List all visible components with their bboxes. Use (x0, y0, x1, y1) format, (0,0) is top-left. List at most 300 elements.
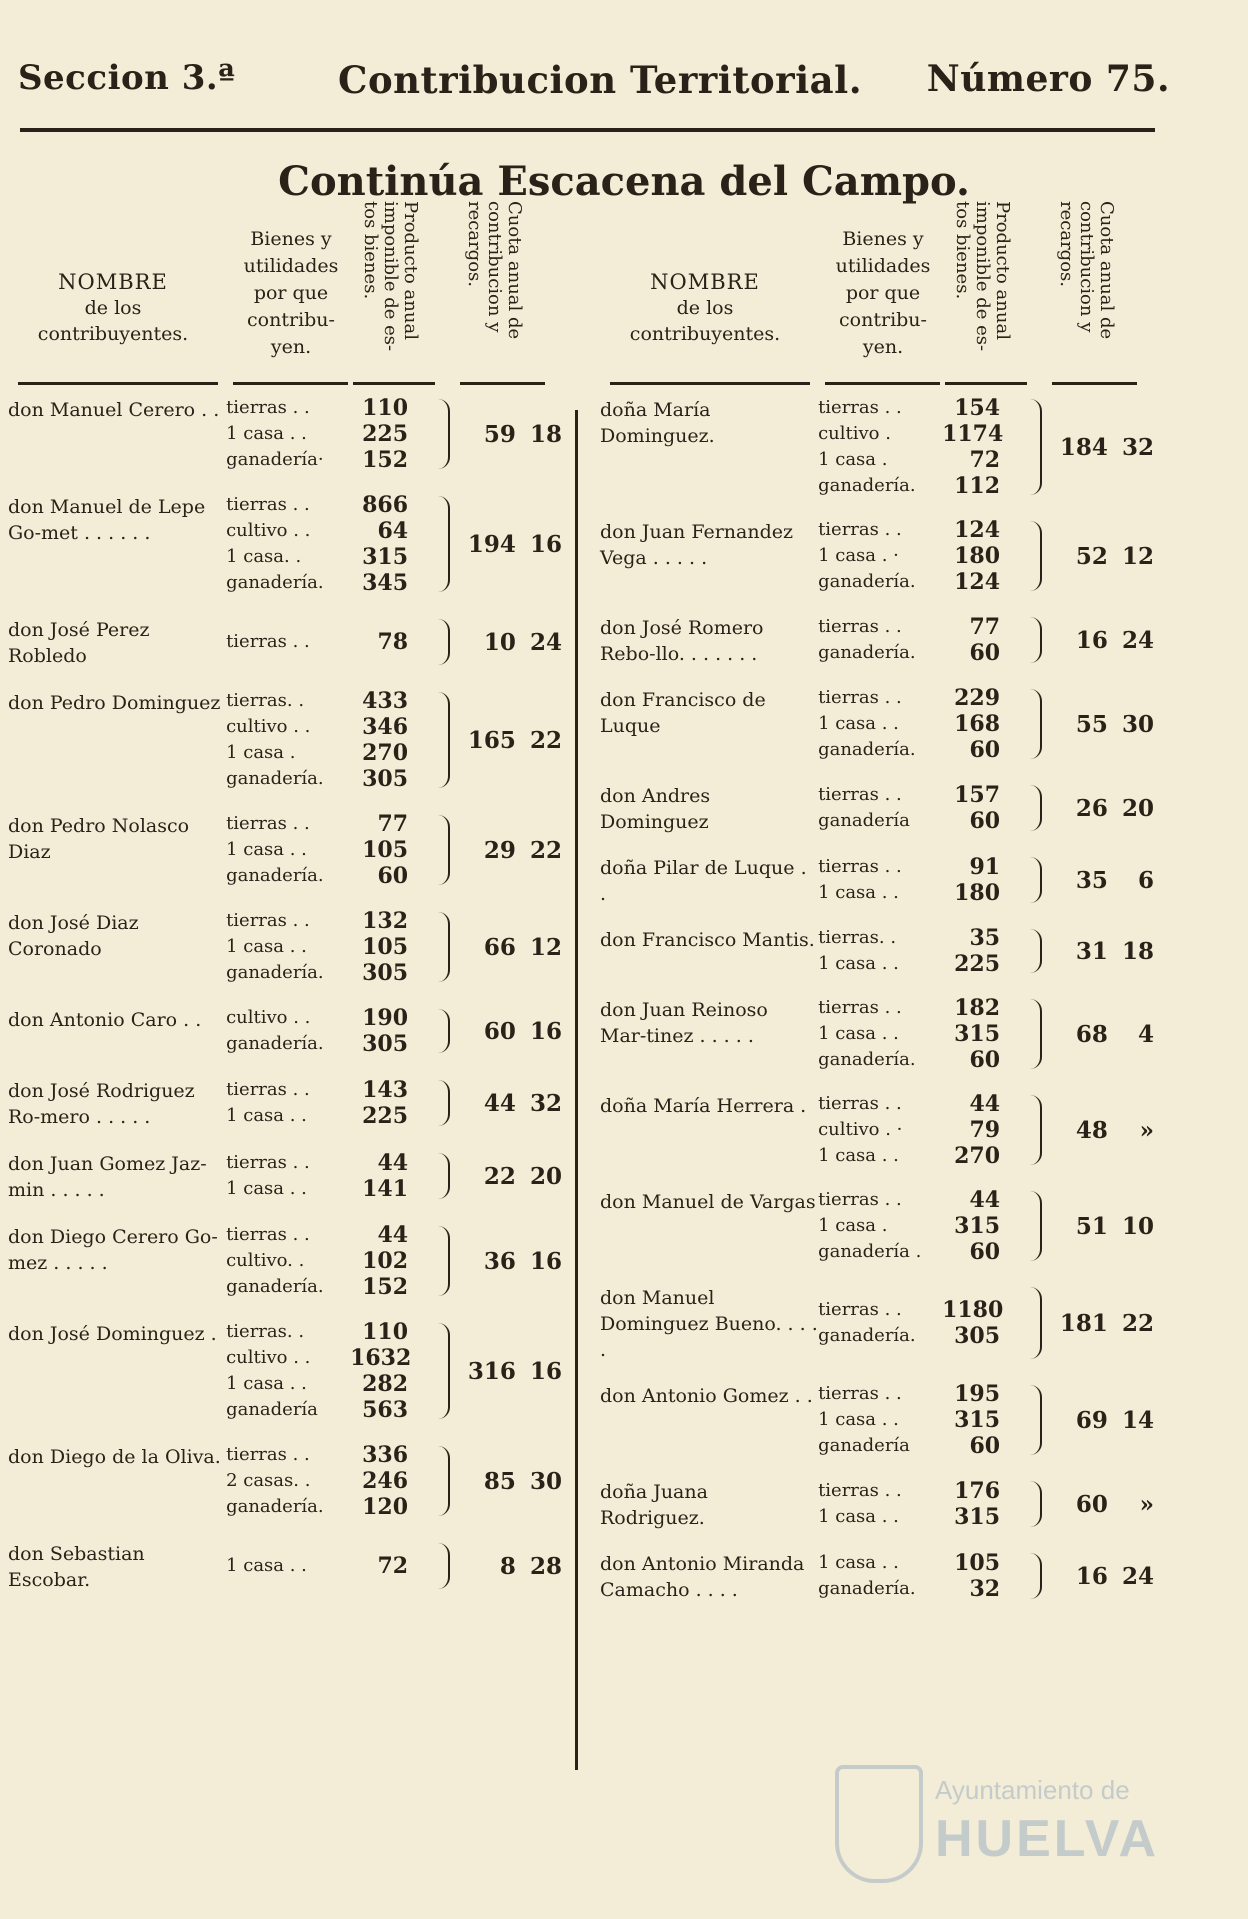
property-list (818, 614, 1024, 666)
property-label: 1 casa . . (226, 839, 307, 860)
property-item (818, 1504, 1024, 1530)
property-item (226, 492, 432, 518)
quota-value (460, 421, 568, 448)
brace-glyph (432, 1222, 460, 1300)
property-label: tierras . . (226, 631, 310, 652)
property-label: ganadería. (818, 571, 916, 592)
quota-value (460, 1018, 568, 1045)
property-list (818, 1478, 1024, 1530)
quota-pesos: 68 (1075, 1020, 1108, 1048)
property-value: 60 (969, 1239, 1001, 1265)
property-list (818, 685, 1024, 763)
property-label: 1 casa . . (226, 936, 307, 957)
quota-cents: 16 (529, 1247, 562, 1275)
quota-value (1052, 627, 1160, 654)
property-item (818, 1187, 1024, 1213)
property-value: 315 (954, 1504, 1001, 1530)
property-value: 305 (954, 1323, 1001, 1349)
property-value: 866 (362, 492, 409, 518)
quota-pesos: 31 (1075, 937, 1108, 965)
property-label: ganadería. (226, 1496, 324, 1517)
property-item (226, 1494, 432, 1520)
property-label: 1 casa. . (226, 546, 302, 567)
property-item (818, 854, 1024, 880)
quota-pesos: 22 (483, 1162, 516, 1190)
brace-glyph (1024, 1091, 1052, 1169)
property-label: 1 casa . . (818, 882, 899, 903)
quota-cents: 24 (1121, 626, 1154, 654)
property-label: tierras . . (818, 1189, 902, 1210)
table-row (8, 1222, 568, 1300)
property-item (226, 960, 432, 986)
property-list (818, 854, 1024, 906)
property-value: 152 (362, 447, 409, 473)
property-label: ganadería· (226, 449, 324, 470)
property-value: 182 (954, 995, 1001, 1021)
property-label: cultivo . . (226, 520, 311, 541)
property-label: tierras . . (226, 1444, 310, 1465)
table-header (600, 201, 1160, 395)
property-item (226, 1468, 432, 1494)
quota-value (460, 1468, 568, 1495)
property-list (818, 782, 1024, 834)
property-item (226, 421, 432, 447)
table-row (600, 1381, 1160, 1459)
quota-value (1052, 1407, 1160, 1434)
property-value: 180 (954, 880, 1001, 906)
brace-glyph (1024, 395, 1052, 499)
contributor-name: doña Juana Rodriguez. (600, 1481, 708, 1529)
left-table (8, 201, 568, 1612)
property-value: 345 (362, 570, 409, 596)
quota-value (1052, 1021, 1160, 1048)
quota-pesos: 10 (483, 628, 516, 656)
property-item (818, 880, 1024, 906)
property-item (818, 1047, 1024, 1073)
quota-pesos: 52 (1075, 542, 1108, 570)
property-label: 1 casa . (226, 742, 296, 763)
property-list (818, 1550, 1024, 1602)
table-row (8, 1319, 568, 1423)
table-row (8, 1076, 568, 1130)
brace-glyph (432, 1005, 460, 1057)
property-value: 35 (969, 925, 1001, 951)
watermark-line2: HUELVA (935, 1810, 1160, 1868)
property-label: ganadería (818, 1435, 910, 1456)
property-item (226, 766, 432, 792)
column-header-name: NOMBRE de los contribuyentes. (37, 270, 189, 345)
quota-cents: 12 (1121, 542, 1154, 570)
property-label: 1 casa . . (226, 423, 307, 444)
property-list (818, 1187, 1024, 1265)
contributor-name: don Juan Fernandez Vega . . . . . (600, 521, 794, 569)
property-item (818, 517, 1024, 543)
column-divider (575, 410, 578, 1770)
property-value: 1632 (350, 1345, 412, 1371)
property-list (818, 1091, 1024, 1169)
section-label: Seccion 3.ª (18, 58, 236, 98)
quota-cents: 32 (529, 1089, 562, 1117)
contributor-name: don José Diaz Coronado (8, 912, 139, 960)
contributor-name: doña Pilar de Luque . . (600, 857, 807, 905)
header-underline (353, 382, 435, 385)
contributor-name: don José Rodriguez Ro-mero . . . . . (8, 1080, 195, 1128)
property-value: 315 (954, 1021, 1001, 1047)
property-item (818, 1239, 1024, 1265)
brace-glyph (432, 688, 460, 792)
property-value: 190 (362, 1005, 409, 1031)
property-item (226, 1031, 432, 1057)
property-item (818, 925, 1024, 951)
quota-value (460, 1163, 568, 1190)
property-label: 1 casa . . (818, 1145, 899, 1166)
quota-pesos: 8 (499, 1552, 516, 1580)
quota-cents: 30 (529, 1467, 562, 1495)
table-row (600, 1091, 1160, 1169)
property-value: 305 (362, 1031, 409, 1057)
property-value: 225 (362, 421, 409, 447)
property-value: 124 (954, 517, 1001, 543)
property-label: ganadería. (226, 768, 324, 789)
property-value: 91 (969, 854, 1001, 880)
property-item (226, 1248, 432, 1274)
quota-cents: 24 (529, 628, 562, 656)
property-item (818, 569, 1024, 595)
property-item (818, 1297, 1024, 1323)
contributor-name: don Diego Cerero Go-mez . . . . . (8, 1226, 218, 1274)
contributor-name: don José Perez Robledo (8, 619, 150, 667)
quota-value (460, 1090, 568, 1117)
quota-value (1052, 434, 1160, 461)
column-header-cuota: Cuota anual de contribucion y recargos. (1056, 201, 1117, 340)
contributor-name: don Juan Reinoso Mar-tinez . . . . . (600, 999, 768, 1047)
property-item (818, 711, 1024, 737)
brace-glyph (1024, 995, 1052, 1073)
property-label: ganadería. (818, 1578, 916, 1599)
property-list (226, 492, 432, 596)
quota-cents: 16 (529, 530, 562, 558)
brace-glyph (1024, 853, 1052, 907)
property-value: 105 (362, 934, 409, 960)
right-table (600, 201, 1160, 1621)
property-value: 72 (377, 1553, 409, 1579)
table-row (8, 908, 568, 986)
property-value: 336 (362, 1442, 409, 1468)
property-item (818, 543, 1024, 569)
quota-pesos: 85 (483, 1467, 516, 1495)
right-rows (600, 395, 1160, 1603)
property-list (226, 688, 432, 792)
quota-cents: 10 (1121, 1212, 1154, 1240)
quota-cents: 32 (1121, 433, 1154, 461)
table-row (600, 781, 1160, 835)
property-value: 124 (954, 569, 1001, 595)
table-row (8, 1442, 568, 1520)
property-label: ganadería. (818, 1049, 916, 1070)
quota-pesos: 29 (483, 836, 516, 864)
property-value: 246 (362, 1468, 409, 1494)
header-rule (20, 128, 1155, 132)
quota-value (1052, 938, 1160, 965)
quota-pesos: 60 (1075, 1490, 1108, 1518)
property-item (226, 934, 432, 960)
property-label: 1 casa . (818, 449, 888, 470)
property-label: tierras . . (818, 397, 902, 418)
contributor-name: don Manuel Cerero . . (8, 399, 220, 421)
property-label: cultivo . . (226, 1347, 311, 1368)
property-value: 315 (362, 544, 409, 570)
property-value: 180 (954, 543, 1001, 569)
property-list (226, 1150, 432, 1202)
property-list (226, 811, 432, 889)
column-header-producto: Producto anual imponible de es-tos bienes. (360, 201, 421, 352)
quota-pesos: 48 (1075, 1116, 1108, 1144)
table-row (600, 925, 1160, 977)
shield-icon (835, 1765, 923, 1883)
quota-value (460, 531, 568, 558)
property-item (818, 782, 1024, 808)
property-label: tierras . . (818, 687, 902, 708)
property-label: cultivo . . (226, 716, 311, 737)
quota-cents: 24 (1121, 1562, 1154, 1590)
quota-value (1052, 1491, 1160, 1518)
property-value: 229 (954, 685, 1001, 711)
property-label: ganadería. (818, 475, 916, 496)
contributor-name: don Juan Gomez Jaz-min . . . . . (8, 1153, 207, 1201)
property-value: 433 (362, 688, 409, 714)
quota-value (460, 629, 568, 656)
property-item (818, 737, 1024, 763)
property-value: 168 (954, 711, 1001, 737)
quota-pesos: 184 (1059, 433, 1108, 461)
property-item (818, 1478, 1024, 1504)
quota-value (1052, 867, 1160, 894)
contributor-name: don Manuel de Vargas (600, 1191, 816, 1213)
property-label: ganadería. (226, 962, 324, 983)
quota-pesos: 194 (467, 530, 516, 558)
property-value: 305 (362, 960, 409, 986)
quota-cents: 6 (1137, 866, 1154, 894)
property-item (818, 395, 1024, 421)
property-label: tierras . . (818, 519, 902, 540)
property-item (226, 570, 432, 596)
property-value: 110 (362, 395, 409, 421)
quota-value (1052, 795, 1160, 822)
property-value: 282 (362, 1371, 409, 1397)
property-label: ganadería . (818, 1241, 922, 1262)
table-row (8, 492, 568, 596)
property-item (818, 640, 1024, 666)
property-list (226, 1005, 432, 1057)
property-value: 105 (954, 1550, 1001, 1576)
property-value: 102 (362, 1248, 409, 1274)
property-item (818, 1213, 1024, 1239)
quota-cents: 22 (529, 726, 562, 754)
property-label: tierras . . (818, 1480, 902, 1501)
property-item (818, 1576, 1024, 1602)
property-item (226, 688, 432, 714)
property-label: ganadería. (226, 865, 324, 886)
property-value: 346 (362, 714, 409, 740)
property-list (226, 908, 432, 986)
property-value: 195 (954, 1381, 1001, 1407)
column-header-name: NOMBRE de los contribuyentes. (629, 270, 781, 345)
property-value: 60 (969, 640, 1001, 666)
property-label: ganadería. (226, 572, 324, 593)
property-value: 112 (954, 473, 1001, 499)
property-list (818, 517, 1024, 595)
contributor-name: don Antonio Gomez . . (600, 1385, 813, 1407)
property-value: 315 (954, 1213, 1001, 1239)
contributor-name: don Manuel Dominguez Bueno. . . . . (600, 1287, 818, 1361)
property-item (226, 1274, 432, 1300)
brace-glyph (1024, 1187, 1052, 1265)
contributor-name: don Sebastian Escobar. (8, 1543, 145, 1591)
property-item (818, 1433, 1024, 1459)
property-item (226, 1077, 432, 1103)
property-item (818, 951, 1024, 977)
brace-glyph (432, 1319, 460, 1423)
brace-glyph (1024, 517, 1052, 595)
property-value: 270 (362, 740, 409, 766)
property-label: 1 casa . . (818, 1023, 899, 1044)
property-value: 563 (362, 1397, 409, 1423)
quota-cents: 20 (1121, 794, 1154, 822)
quota-cents: 12 (529, 933, 562, 961)
property-item (226, 544, 432, 570)
property-value: 154 (954, 395, 1001, 421)
property-list (226, 395, 432, 473)
property-value: 60 (377, 863, 409, 889)
quota-cents: » (1139, 1116, 1154, 1144)
property-item (226, 1397, 432, 1423)
table-row (600, 1549, 1160, 1603)
table-row (600, 853, 1160, 907)
header-underline (945, 382, 1027, 385)
property-item (226, 1150, 432, 1176)
property-item (818, 1407, 1024, 1433)
property-label: 1 casa . . (226, 1178, 307, 1199)
property-label: tierras . . (818, 1093, 902, 1114)
column-header-producto: Producto anual imponible de es-tos bienes. (952, 201, 1013, 352)
property-item (226, 740, 432, 766)
property-value: 105 (362, 837, 409, 863)
property-label: 1 casa . · (818, 545, 899, 566)
property-item (226, 447, 432, 473)
property-label: ganadería. (818, 1325, 916, 1346)
contributor-name: don Manuel de Lepe Go-met . . . . . . (8, 496, 206, 544)
quota-value (1052, 1563, 1160, 1590)
property-label: 1 casa . . (818, 713, 899, 734)
watermark-logo (835, 1765, 1165, 1885)
property-label: cultivo . . (226, 1007, 311, 1028)
property-value: 77 (377, 811, 409, 837)
property-value: 152 (362, 1274, 409, 1300)
property-label: tierras . . (226, 494, 310, 515)
property-item (226, 1222, 432, 1248)
brace-glyph (432, 1076, 460, 1130)
column-header-bienes: Bienes y utilidades por que contribu-yen. (835, 228, 931, 358)
property-item (226, 714, 432, 740)
quota-pesos: 16 (1075, 626, 1108, 654)
quota-cents: 4 (1137, 1020, 1154, 1048)
property-label: 1 casa . (818, 1215, 888, 1236)
table-row (600, 685, 1160, 763)
property-label: tierras. . (226, 1321, 305, 1342)
quota-pesos: 51 (1075, 1212, 1108, 1240)
brace-glyph (1024, 925, 1052, 977)
quota-value (1052, 1310, 1160, 1337)
quota-pesos: 316 (467, 1357, 516, 1385)
brace-glyph (1024, 685, 1052, 763)
quota-cents: 16 (529, 1017, 562, 1045)
brace-glyph (432, 615, 460, 669)
property-value: 64 (377, 518, 409, 544)
page-title: Continúa Escacena del Campo. (278, 158, 970, 205)
table-row (8, 811, 568, 889)
quota-cents: 30 (1121, 710, 1154, 738)
property-label: ganadería (818, 810, 910, 831)
property-label: tierras . . (818, 997, 902, 1018)
watermark-line1: Ayuntamiento de (935, 1775, 1130, 1805)
property-label: 1 casa . . (818, 1552, 899, 1573)
property-value: 143 (362, 1077, 409, 1103)
quota-pesos: 26 (1075, 794, 1108, 822)
property-value: 305 (362, 766, 409, 792)
contributor-name: don Andres Dominguez (600, 785, 711, 833)
property-value: 176 (954, 1478, 1001, 1504)
column-header-cuota: Cuota anual de contribucion y recargos. (464, 201, 525, 340)
contributor-name: don Pedro Nolasco Diaz (8, 815, 190, 863)
contributor-name: doña María Herrera . (600, 1095, 807, 1117)
quota-pesos: 181 (1059, 1309, 1108, 1337)
contributor-name: don José Romero Rebo-llo. . . . . . . (600, 617, 764, 665)
left-rows (8, 395, 568, 1593)
table-row (8, 688, 568, 792)
property-label: 1 casa . . (226, 1373, 307, 1394)
property-label: tierras . . (226, 1152, 310, 1173)
property-item (818, 421, 1024, 447)
contributor-name: don Francisco de Luque (600, 689, 766, 737)
property-label: ganadería. (226, 1276, 324, 1297)
property-item (226, 1319, 432, 1345)
property-item (818, 1381, 1024, 1407)
property-item (226, 1371, 432, 1397)
property-list (226, 629, 432, 655)
property-item (226, 1176, 432, 1202)
property-item (818, 1143, 1024, 1169)
quota-value (1052, 711, 1160, 738)
table-row (8, 1005, 568, 1057)
quota-value (460, 1358, 568, 1385)
quota-cents: 22 (1121, 1309, 1154, 1337)
contributor-name: don Francisco Mantis. (600, 929, 815, 951)
contributor-name: don José Dominguez . (8, 1323, 217, 1345)
property-label: ganadería. (226, 1033, 324, 1054)
brace-glyph (1024, 1381, 1052, 1459)
property-item (226, 1005, 432, 1031)
property-list (818, 925, 1024, 977)
quota-pesos: 66 (483, 933, 516, 961)
property-value: 110 (362, 1319, 409, 1345)
brace-glyph (432, 1442, 460, 1520)
property-label: 1 casa . . (818, 953, 899, 974)
table-row (600, 1187, 1160, 1265)
property-value: 44 (969, 1091, 1001, 1117)
brace-glyph (432, 1149, 460, 1203)
property-label: tierras . . (226, 910, 310, 931)
property-list (226, 1442, 432, 1520)
